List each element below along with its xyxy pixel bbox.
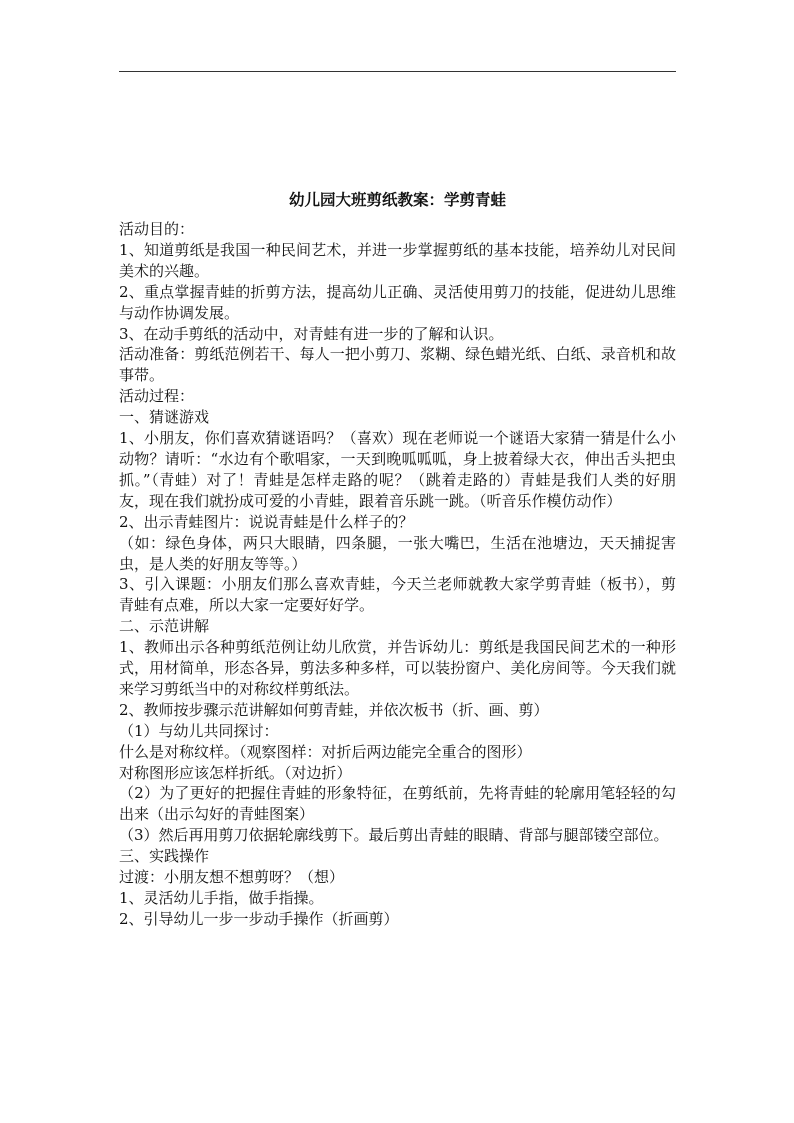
section-heading-riddle: 一、猜谜游戏: [119, 408, 210, 427]
demo-substep-1-a: 什么是对称纹样。（观察图样：对折后两边能完全重合的图形）: [119, 742, 532, 761]
header-rule: [119, 71, 676, 72]
goal-item-3: 3、在动手剪纸的活动中，对青蛙有进一步的了解和认识。: [119, 324, 504, 343]
riddle-step-2: 2、出示青蛙图片：说说青蛙是什么样子的？: [119, 512, 414, 531]
goal-item-1: 1、知道剪纸是我国一种民间艺术，并进一步掌握剪纸的基本技能，培养幼儿对民间美术的兴趣。: [119, 240, 676, 280]
section-heading-practice: 三、实践操作: [119, 847, 210, 866]
document-body: [119, 219, 676, 930]
section-label-goals: 活动目的：: [119, 220, 195, 238]
demo-step-2: 2、教师按步骤示范讲解如何剪青蛙，并依次板书（折、画、剪）: [119, 700, 549, 719]
section-label-process: 活动过程：: [119, 387, 195, 406]
goal-item-2: 2、重点掌握青蛙的折剪方法，提高幼儿正确、灵活使用剪刀的技能，促进幼儿思维与动作协调发展。: [119, 282, 676, 322]
riddle-step-1: 1、小朋友，你们喜欢猜谜语吗？（喜欢）现在老师说一个谜语大家猜一猜是什么小动物？请听：“水边有个歌唱家，一天到晚呱呱呱，身上披着绿大衣，伸出舌头把虫抓。”（青蛙）对了！青蛙是怎样走路的呢？（跳着走路的）青蛙是我们人类的好朋友，现在我们就扮成可爱的小青蛙，跟着音乐跳一跳。（听音乐作模仿动作）: [119, 429, 676, 510]
practice-step-2: 2、引导幼儿一步一步动手操作（折画剪）: [119, 909, 399, 928]
demo-substep-1: （1）与幼儿共同探讨：: [119, 721, 279, 740]
riddle-step-2-note: （如：绿色身体，两只大眼睛，四条腿，一张大嘴巴，生活在池塘边，天天捕捉害虫，是人类的好朋友等等。）: [119, 533, 676, 573]
demo-step-1: 1、教师出示各种剪纸范例让幼儿欣赏，并告诉幼儿：剪纸是我国民间艺术的一种形式，用材简单，形态各异，剪法多种多样，可以装扮窗户、美化房间等。今天我们就来学习剪纸当中的对称纹样剪纸法。: [119, 638, 676, 698]
preparation-paragraph: 活动准备：剪纸范例若干、每人一把小剪刀、浆糊、绿色蜡光纸、白纸、录音机和故事带。: [119, 345, 676, 385]
document-title: 幼儿园大班剪纸教案：学剪青蛙: [288, 190, 506, 209]
riddle-step-3: 3、引入课题：小朋友们那么喜欢青蛙，今天兰老师就教大家学剪青蛙（板书），剪青蛙有点难，所以大家一定要好好学。: [119, 575, 676, 615]
practice-step-1: 1、灵活幼儿手指，做手指操。: [119, 889, 324, 907]
section-heading-demo: 二、示范讲解: [119, 617, 210, 636]
demo-substep-3: （3）然后再用剪刀依据轮廓线剪下。最后剪出青蛙的眼睛、背部与腿部镂空部位。: [119, 826, 669, 845]
practice-transition: 过渡：小朋友想不想剪呀？（想）: [119, 868, 345, 887]
demo-substep-2: （2）为了更好的把握住青蛙的形象特征，在剪纸前，先将青蛙的轮廓用笔轻轻的勾出来（出示勾好的青蛙图案）: [119, 784, 676, 824]
demo-substep-1-b: 对称图形应该怎样折纸。（对边折）: [119, 763, 352, 782]
